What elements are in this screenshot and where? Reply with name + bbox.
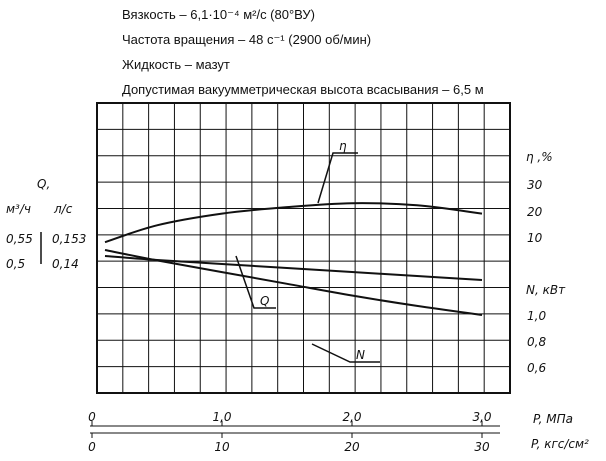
series-n-label: N	[356, 348, 365, 362]
y-eta-label: η ,%	[526, 150, 553, 164]
leader-eta	[318, 153, 358, 203]
x2-tick-label: 10	[214, 440, 230, 454]
x-ticks	[88, 410, 492, 426]
leader-q	[236, 256, 276, 308]
x2-axis-label: P, кгс/см²	[531, 437, 589, 451]
x2-ticks	[88, 433, 490, 454]
x-tick-label: 0	[88, 410, 96, 424]
y-eta-tick: 30	[527, 178, 543, 192]
chart-curves	[105, 203, 482, 315]
y-n-ticks	[527, 309, 546, 375]
series-eta-label: η	[339, 139, 347, 153]
chart-grid	[97, 103, 510, 393]
x-tick-label: 3,0	[472, 410, 492, 424]
y-eta-tick: 20	[527, 205, 543, 219]
y-left-label: Q,	[37, 177, 51, 191]
liquid-text: Жидкость – мазут	[122, 57, 230, 72]
rotation-frequency-text: Частота вращения – 48 с⁻¹ (2900 об/мин)	[122, 32, 372, 47]
x2-tick-label: 0	[88, 440, 96, 454]
series-q-label: Q	[260, 294, 270, 308]
y-n-tick: 0,6	[527, 361, 547, 375]
y-left-tick-ls: 0,14	[52, 257, 79, 271]
series-q-line	[105, 256, 482, 280]
y-left-tick-m3h: 0,5	[6, 257, 26, 271]
x2-tick-label: 20	[344, 440, 360, 454]
x-tick-label: 2,0	[342, 410, 362, 424]
leader-n	[312, 344, 380, 362]
viscosity-text: Вязкость – 6,1·10⁻⁴ м²/с (80°ВУ)	[122, 7, 315, 22]
y-left-unit-ls: л/с	[54, 202, 73, 216]
y-left-ticks	[6, 232, 86, 271]
y-eta-ticks	[527, 178, 543, 245]
y-n-tick: 0,8	[527, 335, 547, 349]
y-n-tick: 1,0	[527, 309, 547, 323]
series-eta-line	[105, 203, 482, 242]
x-axis-label: P, МПа	[533, 412, 573, 426]
y-eta-tick: 10	[527, 231, 543, 245]
y-left-tick-m3h: 0,55	[6, 232, 33, 246]
curve-leaders	[236, 139, 380, 362]
y-left-tick-ls: 0,153	[52, 232, 87, 246]
suction-height-text: Допустимая вакуумметрическая высота всасывания – 6,5 м	[122, 82, 484, 97]
x2-tick-label: 30	[474, 440, 490, 454]
y-left-unit-m3h: м³/ч	[6, 202, 31, 216]
x-tick-label: 1,0	[212, 410, 232, 424]
y-n-label: N, кВт	[526, 283, 566, 297]
